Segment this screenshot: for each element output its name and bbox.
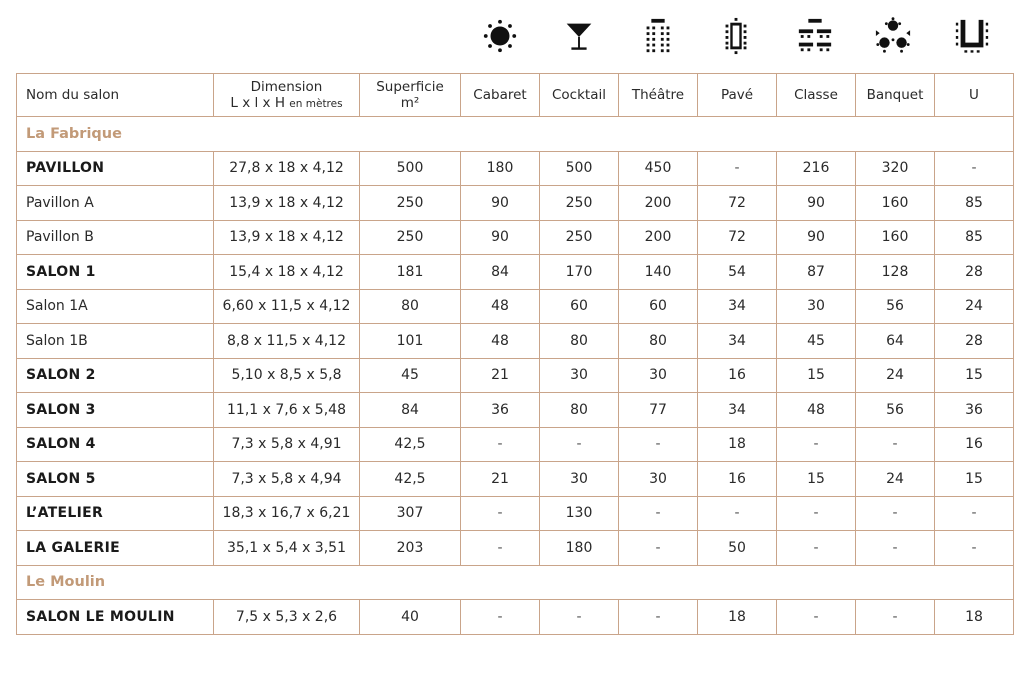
cocktail-cell: 500 <box>540 151 619 186</box>
theatre-cell: 60 <box>619 289 698 324</box>
layout-icons-row <box>0 14 1029 58</box>
theatre-cell: 200 <box>619 220 698 255</box>
banquet-cell: - <box>856 600 935 635</box>
banquet-cell: - <box>856 427 935 462</box>
superficie-cell: 84 <box>360 393 461 428</box>
superficie-title: Superficie <box>376 79 444 95</box>
capacity-table <box>16 73 1014 635</box>
classe-cell: 15 <box>777 358 856 393</box>
dimension-cell: 7,5 x 5,3 x 2,6 <box>214 600 360 635</box>
classe-cell: - <box>777 427 856 462</box>
section-title: La Fabrique <box>17 117 1014 152</box>
u-cell: - <box>935 151 1014 186</box>
room-name-cell: SALON 5 <box>17 462 214 497</box>
dimension-title: Dimension <box>250 78 323 95</box>
theatre-cell: - <box>619 531 698 566</box>
col-header-classe: Classe <box>777 74 856 117</box>
superficie-cell: 250 <box>360 220 461 255</box>
col-header-superficie <box>360 74 461 117</box>
pave-cell: 72 <box>698 220 777 255</box>
banquet-cell: 128 <box>856 255 935 290</box>
room-name-cell: SALON 1 <box>17 255 214 290</box>
superficie-cell: 250 <box>360 186 461 221</box>
header-row <box>17 74 1014 117</box>
pave-cell: 34 <box>698 289 777 324</box>
banquet-icon <box>871 14 915 58</box>
theatre-cell: - <box>619 427 698 462</box>
room-name-cell: LA GALERIE <box>17 531 214 566</box>
u-cell: 85 <box>935 186 1014 221</box>
room-name-cell: SALON LE MOULIN <box>17 600 214 635</box>
table-row <box>17 393 1014 428</box>
room-name-cell: SALON 4 <box>17 427 214 462</box>
col-header-name: Nom du salon <box>17 74 214 117</box>
pave-cell: 34 <box>698 393 777 428</box>
dimension-cell: 5,10 x 8,5 x 5,8 <box>214 358 360 393</box>
u-cell: 85 <box>935 220 1014 255</box>
pave-cell: 34 <box>698 324 777 359</box>
classe-cell: 30 <box>777 289 856 324</box>
cabaret-cell: 48 <box>461 289 540 324</box>
cocktail-cell: 250 <box>540 220 619 255</box>
room-name-cell: L’ATELIER <box>17 496 214 531</box>
cabaret-cell: 90 <box>461 220 540 255</box>
u-cell: - <box>935 531 1014 566</box>
col-header-u: U <box>935 74 1014 117</box>
banquet-cell: 24 <box>856 358 935 393</box>
pave-cell: 18 <box>698 427 777 462</box>
room-name-cell: Salon 1B <box>17 324 214 359</box>
superficie-unit: m² <box>400 95 420 111</box>
table-row <box>17 427 1014 462</box>
u-shape-icon <box>950 14 994 58</box>
cabaret-cell: 84 <box>461 255 540 290</box>
classe-cell: 48 <box>777 393 856 428</box>
room-name-cell: SALON 3 <box>17 393 214 428</box>
superficie-cell: 80 <box>360 289 461 324</box>
dimension-cell: 13,9 x 18 x 4,12 <box>214 186 360 221</box>
col-header-banquet: Banquet <box>856 74 935 117</box>
table-row <box>17 531 1014 566</box>
room-name-cell: Salon 1A <box>17 289 214 324</box>
theatre-cell: 77 <box>619 393 698 428</box>
theatre-cell: - <box>619 496 698 531</box>
cabaret-cell: - <box>461 496 540 531</box>
banquet-cell: 56 <box>856 393 935 428</box>
cocktail-cell: 180 <box>540 531 619 566</box>
superficie-cell: 42,5 <box>360 427 461 462</box>
u-cell: 28 <box>935 324 1014 359</box>
cabaret-cell: - <box>461 427 540 462</box>
cabaret-cell: 21 <box>461 358 540 393</box>
section-row <box>17 565 1014 600</box>
theatre-cell: 30 <box>619 358 698 393</box>
banquet-cell: 56 <box>856 289 935 324</box>
u-cell: 15 <box>935 462 1014 497</box>
col-header-theatre: Théâtre <box>619 74 698 117</box>
table-row <box>17 220 1014 255</box>
table-row <box>17 358 1014 393</box>
col-header-pave: Pavé <box>698 74 777 117</box>
superficie-cell: 181 <box>360 255 461 290</box>
cocktail-icon <box>557 14 601 58</box>
classe-cell: 45 <box>777 324 856 359</box>
pave-cell: 16 <box>698 358 777 393</box>
theatre-cell: - <box>619 600 698 635</box>
dimension-unit: en mètres <box>289 97 343 110</box>
classe-cell: 15 <box>777 462 856 497</box>
classe-cell: - <box>777 496 856 531</box>
col-header-cabaret: Cabaret <box>461 74 540 117</box>
u-cell: 36 <box>935 393 1014 428</box>
pave-cell: - <box>698 151 777 186</box>
banquet-cell: 160 <box>856 186 935 221</box>
room-name-cell: PAVILLON <box>17 151 214 186</box>
room-name-cell: SALON 2 <box>17 358 214 393</box>
banquet-cell: 64 <box>856 324 935 359</box>
superficie-cell: 45 <box>360 358 461 393</box>
room-name-cell: Pavillon A <box>17 186 214 221</box>
classe-cell: 87 <box>777 255 856 290</box>
u-cell: 18 <box>935 600 1014 635</box>
cocktail-cell: 60 <box>540 289 619 324</box>
superficie-cell: 203 <box>360 531 461 566</box>
superficie-cell: 500 <box>360 151 461 186</box>
cabaret-cell: 21 <box>461 462 540 497</box>
cabaret-cell: 90 <box>461 186 540 221</box>
dimension-axes: L x l x H <box>230 94 285 111</box>
table-row <box>17 600 1014 635</box>
cocktail-cell: - <box>540 600 619 635</box>
pave-cell: 54 <box>698 255 777 290</box>
banquet-cell: 24 <box>856 462 935 497</box>
col-header-dimension <box>214 74 360 117</box>
cabaret-cell: 180 <box>461 151 540 186</box>
table-row <box>17 462 1014 497</box>
classe-cell: 90 <box>777 186 856 221</box>
classe-icon <box>793 14 837 58</box>
dimension-cell: 8,8 x 11,5 x 4,12 <box>214 324 360 359</box>
pave-cell: 50 <box>698 531 777 566</box>
u-cell: 15 <box>935 358 1014 393</box>
pave-cell: 72 <box>698 186 777 221</box>
theatre-cell: 30 <box>619 462 698 497</box>
col-header-cocktail: Cocktail <box>540 74 619 117</box>
superficie-cell: 40 <box>360 600 461 635</box>
theatre-icon <box>636 14 680 58</box>
dimension-cell: 7,3 x 5,8 x 4,91 <box>214 427 360 462</box>
table-row <box>17 496 1014 531</box>
dimension-cell: 15,4 x 18 x 4,12 <box>214 255 360 290</box>
dimension-cell: 6,60 x 11,5 x 4,12 <box>214 289 360 324</box>
table-row <box>17 289 1014 324</box>
classe-cell: - <box>777 600 856 635</box>
theatre-cell: 140 <box>619 255 698 290</box>
pave-icon <box>714 14 758 58</box>
dimension-cell: 35,1 x 5,4 x 3,51 <box>214 531 360 566</box>
cocktail-cell: 130 <box>540 496 619 531</box>
cocktail-cell: 80 <box>540 324 619 359</box>
theatre-cell: 80 <box>619 324 698 359</box>
banquet-cell: 320 <box>856 151 935 186</box>
classe-cell: 90 <box>777 220 856 255</box>
table-row <box>17 324 1014 359</box>
classe-cell: - <box>777 531 856 566</box>
table-row <box>17 255 1014 290</box>
cocktail-cell: 30 <box>540 358 619 393</box>
theatre-cell: 450 <box>619 151 698 186</box>
cabaret-cell: 36 <box>461 393 540 428</box>
cocktail-cell: 30 <box>540 462 619 497</box>
pave-cell: 18 <box>698 600 777 635</box>
room-name-cell: Pavillon B <box>17 220 214 255</box>
dimension-cell: 7,3 x 5,8 x 4,94 <box>214 462 360 497</box>
banquet-cell: - <box>856 496 935 531</box>
u-cell: 16 <box>935 427 1014 462</box>
section-title: Le Moulin <box>17 565 1014 600</box>
section-row <box>17 117 1014 152</box>
dimension-subtitle <box>214 95 359 112</box>
table-row <box>17 151 1014 186</box>
superficie-cell: 42,5 <box>360 462 461 497</box>
pave-cell: 16 <box>698 462 777 497</box>
dimension-cell: 11,1 x 7,6 x 5,48 <box>214 393 360 428</box>
classe-cell: 216 <box>777 151 856 186</box>
cabaret-cell: 48 <box>461 324 540 359</box>
cocktail-cell: 250 <box>540 186 619 221</box>
cabaret-cell: - <box>461 531 540 566</box>
dimension-cell: 27,8 x 18 x 4,12 <box>214 151 360 186</box>
superficie-cell: 101 <box>360 324 461 359</box>
pave-cell: - <box>698 496 777 531</box>
banquet-cell: - <box>856 531 935 566</box>
cocktail-cell: 80 <box>540 393 619 428</box>
dimension-cell: 18,3 x 16,7 x 6,21 <box>214 496 360 531</box>
u-cell: 24 <box>935 289 1014 324</box>
u-cell: 28 <box>935 255 1014 290</box>
table-row <box>17 186 1014 221</box>
u-cell: - <box>935 496 1014 531</box>
theatre-cell: 200 <box>619 186 698 221</box>
cocktail-cell: - <box>540 427 619 462</box>
cabaret-icon <box>478 14 522 58</box>
superficie-cell: 307 <box>360 496 461 531</box>
cabaret-cell: - <box>461 600 540 635</box>
dimension-cell: 13,9 x 18 x 4,12 <box>214 220 360 255</box>
table-body <box>17 117 1014 635</box>
cocktail-cell: 170 <box>540 255 619 290</box>
banquet-cell: 160 <box>856 220 935 255</box>
